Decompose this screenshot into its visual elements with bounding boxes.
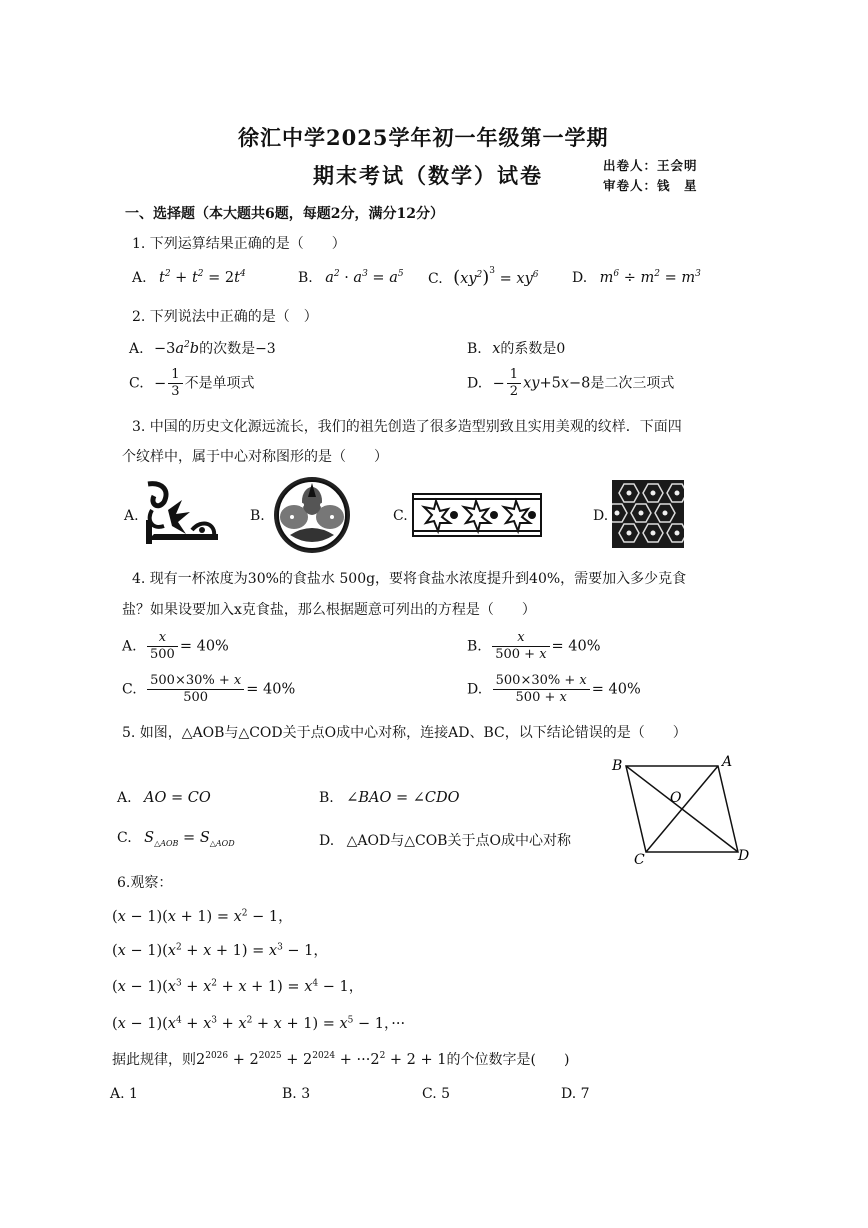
question-1-stem: 1. 下列运算结果正确的是（ ） [132,236,346,252]
question-3-line2: 个纹样中，属于中心对称图形的是（ ） [122,449,388,465]
q5-d-text: △AOD与△COB关于点O成中心对称 [346,833,571,849]
q6-identity-3: $(x - 1)(x^3 + x^2 + x + 1) = x^4 - 1$， [112,978,364,995]
q2-option-d: D. − $\frac{1}{2}$ xy+5x−8是二次三项式 [467,367,675,399]
label-a: A [722,754,733,770]
section-heading: 一、选择题（本大题共6题，每题2分，满分12分） [125,206,444,222]
question-4-line1: 4. 现有一杯浓度为30%的食盐水 500g，要将食盐水浓度提升到40%，需要加入多少克食 [132,571,687,587]
q6-identity-1: $(x - 1)(x + 1) = x^2 - 1$， [112,908,293,925]
q6-conclusion-prefix: 据此规律，则 [112,1052,196,1068]
q4-option-b: B. $\frac{x}{500 + x}$ = 40% [467,630,601,662]
question-5-stem: 5. 如图，△AOB与△COD关于点O成中心对称，连接AD、BC，以下结论错误的是（ ） [122,725,687,741]
floral-band-image [412,493,542,537]
q1-option-a: A. $t^2 + t^2 = 2t^4$ [132,269,246,286]
circular-pattern-image [272,475,352,555]
q6-option-b: B. 3 [282,1086,311,1102]
question-3-line1: 3. 中国的历史文化源远流长，我们的祖先创造了很多造型别致且实用美观的纹样．下面四 [132,419,682,435]
q4-a-label: A. [122,638,137,655]
q6-identity-4: $(x - 1)(x^4 + x^3 + x^2 + x + 1) = x^5 - 1$，··· [112,1015,406,1032]
q4-option-a: A. $\frac{x}{500}$ = 40% [122,630,229,662]
q6-conclusion-suffix: 的个位数字是( ) [446,1052,570,1068]
q6-option-d: D. 7 [561,1086,590,1102]
q2-a-label: A. [129,341,144,357]
q6-conclusion: 据此规律，则$2^{2026} + 2^{2025} + 2^{2024} + \cdot\cdot\cdot 2^2 + 2 + 1$的个位数字是( ) [112,1051,570,1068]
q3-a-label: A. [124,508,139,524]
diagonal-ac [646,766,718,852]
q2-b-label: B. [467,341,482,357]
q5-option-a: A. AO = CO [117,790,211,806]
q5-option-d [319,830,571,850]
q5-option-b: B. ∠BAO = ∠CDO [319,790,460,806]
q1-d-label: D. [572,269,588,286]
q2-d-label: D. [467,375,483,392]
q2-b-text: 的系数是0 [500,341,566,357]
q5-c-label: C. [117,830,132,846]
q2-a-text: 的次数是−3 [199,341,276,357]
q4-option-d: D. $\frac{500\times 30\% + x}{500 + x}$ = 40% [467,673,641,705]
q2-option-c: C. − $\frac{1}{3}$ 不是单项式 [129,367,255,399]
q4-option-c: C. $\frac{500\times 30\% + x}{500}$ = 40% [122,673,296,705]
label-d: D [738,848,750,864]
author-line: 出卷人：王会明 [603,158,698,173]
exam-subtitle: 期末考试（数学）试卷 [313,163,543,188]
q2-c-text: 不是单项式 [184,375,255,392]
q3-c-label: C. [393,508,408,524]
q3-d-label: D. [593,508,609,524]
reviewer-line: 审卷人：钱 星 [603,178,698,193]
corner-pattern-image [142,480,222,546]
q4-c-label: C. [122,681,137,698]
q2-d-text: 是二次三项式 [590,375,675,392]
q6-option-a: A. 1 [110,1086,138,1102]
question-2-stem: 2. 下列说法中正确的是（ ） [132,309,318,325]
q2-option-b: B. x的系数是0 [467,341,566,357]
q5-d-label: D. [319,833,335,849]
q1-option-d: D. $m^6 \div m^2 = m^3$ [572,269,701,286]
q1-b-label: B. [298,269,313,286]
exam-title: 徐汇中学2025学年初一年级第一学期 [238,125,609,150]
parallelogram-figure [606,752,756,864]
label-o: O [670,790,682,806]
q5-b-label: B. [319,790,334,806]
hexagon-pattern-image [612,480,684,548]
q6-identity-2: $(x - 1)(x^2 + x + 1) = x^3 - 1$， [112,942,328,959]
q4-b-label: B. [467,638,482,655]
q3-b-label: B. [250,508,265,524]
label-b: B [612,758,623,774]
q1-option-c: C. $(xy^2)^3 = xy^6$ [428,266,539,288]
q1-c-label: C. [428,271,443,287]
question-4-line2: 盐？如果设要加入x克食盐，那么根据题意可列出的方程是（ ） [122,602,536,618]
label-c: C [634,852,645,864]
q6-option-c: C. 5 [422,1086,451,1102]
q1-option-b: B. $a^2 \cdot a^3 = a^5$ [298,269,404,286]
question-6-stem: 6.观察： [117,875,173,891]
q4-d-label: D. [467,681,483,698]
q2-option-a: A. $-3a^2b$的次数是−3 [129,340,276,357]
q5-option-c: C. $S_{\triangle AOB} = S_{\triangle AOD}$ [117,830,235,848]
q5-a-label: A. [117,790,132,806]
q2-c-label: C. [129,375,144,392]
q1-a-label: A. [132,269,147,286]
